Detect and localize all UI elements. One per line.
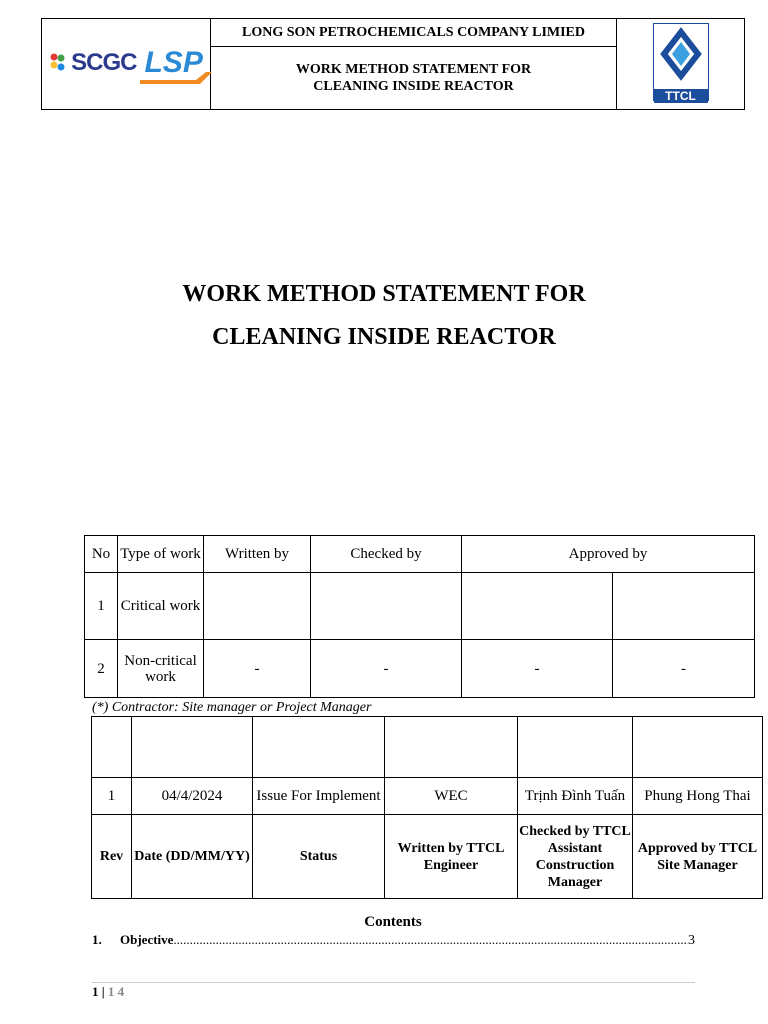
table-row [85, 573, 755, 640]
col-header-checked: Checked by [311, 536, 462, 573]
col-header-written: Written by [204, 536, 311, 573]
footer-divider [92, 982, 695, 983]
date-cell: 04/4/2024 [132, 778, 253, 815]
toc-text: Objective [120, 932, 174, 947]
empty-revision-row [92, 717, 763, 778]
col-header-no: No [85, 536, 118, 573]
document-header-table [41, 18, 745, 110]
cell-approved-1: - [462, 640, 613, 698]
company-name: LONG SON PETROCHEMICALS COMPANY LIMIED [211, 19, 617, 47]
header-document-title [211, 47, 617, 110]
page-separator: | [101, 984, 105, 999]
cell-checked: - [311, 640, 462, 698]
page-title-line2: CLEANING INSIDE REACTOR [212, 324, 556, 350]
cell-no: 2 [85, 640, 118, 698]
approval-table [84, 535, 755, 698]
approved-by-header: Approved by TTCL Site Manager [633, 815, 763, 899]
contractor-note: (*) Contractor: Site manager or Project Manager [92, 700, 372, 715]
cell-approved-2: - [613, 640, 755, 698]
company-logos [42, 19, 211, 110]
revision-header-row [92, 815, 763, 899]
checked-by-header: Checked by TTCL Assistant Construction Manager [518, 815, 633, 899]
cell-written [204, 573, 311, 640]
table-header-row [85, 536, 755, 573]
col-header-approved: Approved by [462, 536, 755, 573]
rev-header: Rev [92, 815, 132, 899]
written-by-header: Written by TTCL Engineer [385, 815, 518, 899]
ttcl-logo [617, 19, 745, 110]
cell-no: 1 [85, 573, 118, 640]
page-footer [92, 984, 124, 1000]
scgc-logo-text: SCGC [71, 49, 137, 76]
cell-checked [311, 573, 462, 640]
header-title-line1: WORK METHOD STATEMENT FOR [295, 62, 532, 77]
lsp-swoosh-icon [140, 72, 212, 86]
header-title-line2: CLEANING INSIDE REACTOR [313, 79, 514, 94]
date-header: Date (DD/MM/YY) [132, 815, 253, 899]
checked-by-cell: Trịnh Đình Tuấn [518, 778, 633, 815]
current-page: 1 [92, 984, 99, 999]
written-by-cell: WEC [385, 778, 518, 815]
cell-approved-2 [613, 573, 755, 640]
ttcl-emblem-icon [654, 24, 708, 84]
rev-cell: 1 [92, 778, 132, 815]
cell-type: Non-critical work [118, 640, 204, 698]
status-cell: Issue For Implement [253, 778, 385, 815]
toc-number: 1. [92, 932, 102, 947]
approved-by-cell: Phung Hong Thai [633, 778, 763, 815]
scgc-emblem-icon [49, 52, 67, 74]
ttcl-logo-text: TTCL [654, 89, 708, 103]
toc-leader-dots [173, 932, 688, 948]
cell-written: - [204, 640, 311, 698]
col-header-type: Type of work [118, 536, 204, 573]
table-row [92, 778, 763, 815]
status-header: Status [253, 815, 385, 899]
revision-table [91, 716, 763, 899]
toc-page-number: 3 [688, 933, 695, 948]
toc-entry[interactable] [92, 932, 695, 949]
cell-type: Critical work [118, 573, 204, 640]
page-title-line1: WORK METHOD STATEMENT FOR [182, 281, 586, 307]
cell-approved-1 [462, 573, 613, 640]
contents-heading: Contents [364, 914, 422, 930]
lsp-logo-text: LSP [144, 45, 203, 79]
total-pages: 1 4 [107, 984, 125, 999]
table-row [85, 640, 755, 698]
